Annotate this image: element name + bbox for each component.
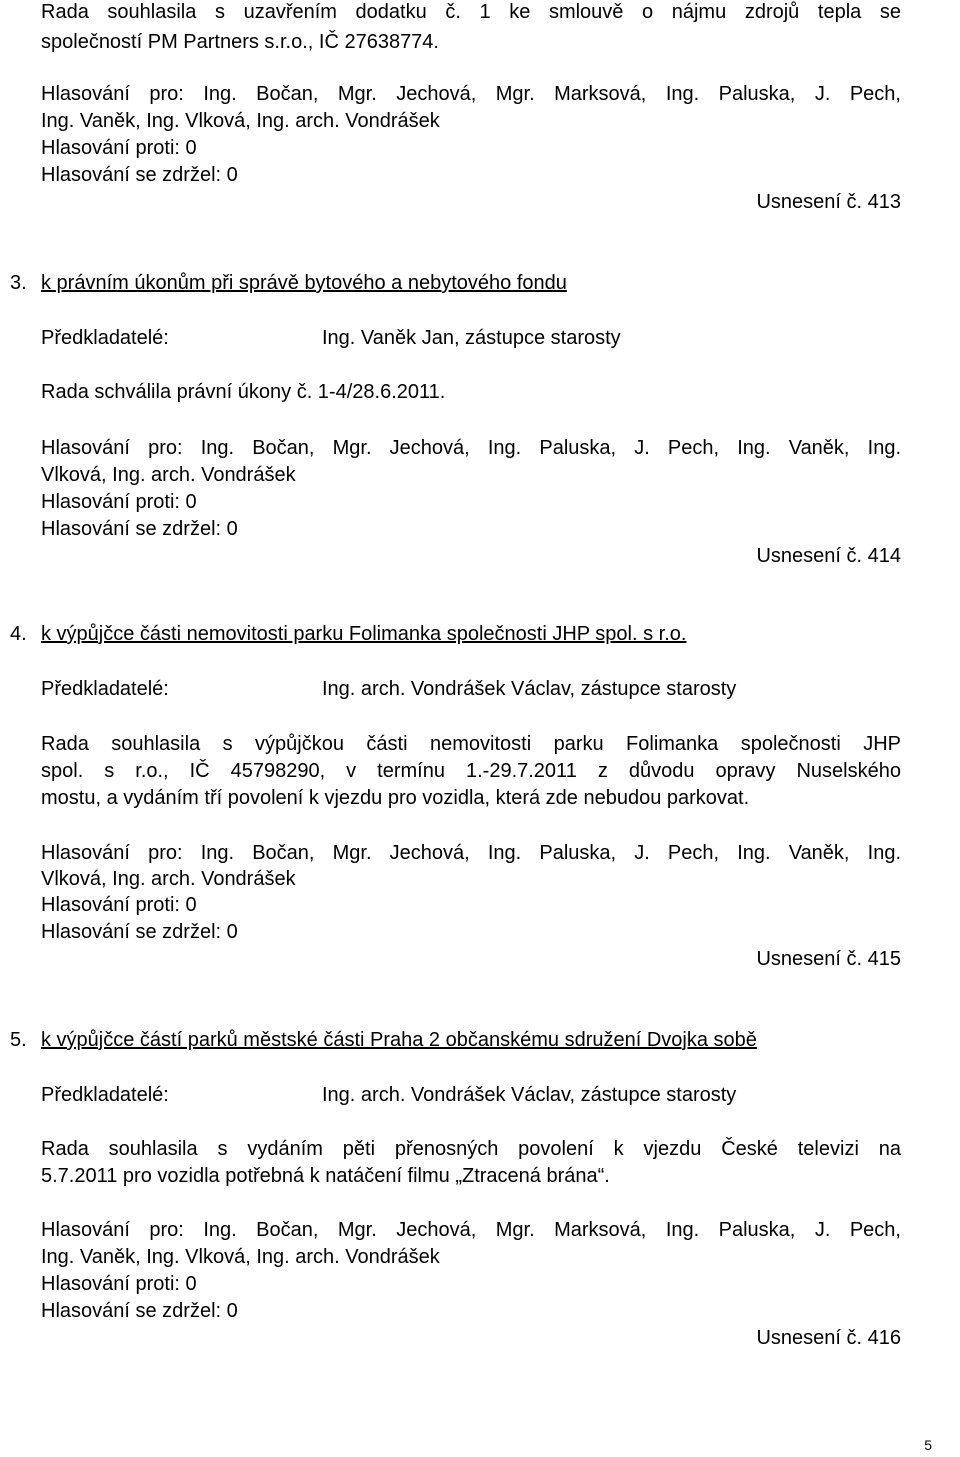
votes-for-line: Ing. Vaněk, Ing. Vlková, Ing. arch. Vondrášek bbox=[41, 110, 440, 132]
paragraph-line: Rada souhlasila s výpůjčkou části nemovitosti parku Folimanka společnosti JHP bbox=[41, 733, 901, 755]
section-number: 4. bbox=[10, 623, 27, 645]
page-number: 5 bbox=[924, 1437, 932, 1453]
resolution-number: Usnesení č. 416 bbox=[756, 1327, 901, 1349]
resolution-number: Usnesení č. 413 bbox=[756, 191, 901, 213]
paragraph-line: spol. s r.o., IČ 45798290, v termínu 1.-29.7.2011 z důvodu opravy Nuselského bbox=[41, 760, 901, 782]
paragraph-line: 5.7.2011 pro vozidla potřebná k natáčení filmu „Ztracená brána“. bbox=[41, 1165, 610, 1187]
votes-against: Hlasování proti: 0 bbox=[41, 1273, 197, 1295]
votes-abstain: Hlasování se zdržel: 0 bbox=[41, 1300, 238, 1322]
section-number: 3. bbox=[10, 272, 27, 294]
votes-abstain: Hlasování se zdržel: 0 bbox=[41, 518, 238, 540]
votes-for-line: Hlasování pro: Ing. Bočan, Mgr. Jechová, Mgr. Marksová, Ing. Paluska, J. Pech, bbox=[41, 1219, 901, 1241]
votes-for-line: Vlková, Ing. arch. Vondrášek bbox=[41, 464, 296, 486]
paragraph-line: Rada souhlasila s uzavřením dodatku č. 1 ke smlouvě o nájmu zdrojů tepla se bbox=[41, 1, 901, 23]
proposer-name: Ing. arch. Vondrášek Václav, zástupce starosty bbox=[322, 678, 737, 700]
votes-for-line: Hlasování pro: Ing. Bočan, Mgr. Jechová, Ing. Paluska, J. Pech, Ing. Vaněk, Ing. bbox=[41, 437, 901, 459]
votes-for-line: Vlková, Ing. arch. Vondrášek bbox=[41, 868, 296, 890]
paragraph-line: mostu, a vydáním tří povolení k vjezdu pro vozidla, která zde nebudou parkovat. bbox=[41, 787, 750, 809]
paragraph-line: společností PM Partners s.r.o., IČ 27638774. bbox=[41, 31, 439, 53]
proposer-label: Předkladatelé: bbox=[41, 678, 169, 700]
section-title: k výpůjčce částí parků městské části Praha 2 občanskému sdružení Dvojka sobě bbox=[41, 1029, 757, 1051]
proposer-name: Ing. Vaněk Jan, zástupce starosty bbox=[322, 327, 621, 349]
votes-against: Hlasování proti: 0 bbox=[41, 894, 197, 916]
votes-against: Hlasování proti: 0 bbox=[41, 491, 197, 513]
section-title: k právním úkonům při správě bytového a nebytového fondu bbox=[41, 272, 567, 294]
votes-abstain: Hlasování se zdržel: 0 bbox=[41, 164, 238, 186]
proposer-label: Předkladatelé: bbox=[41, 327, 169, 349]
paragraph-line: Rada schválila právní úkony č. 1-4/28.6.2011. bbox=[41, 381, 446, 403]
votes-against: Hlasování proti: 0 bbox=[41, 137, 197, 159]
section-number: 5. bbox=[10, 1029, 27, 1051]
section-title: k výpůjčce části nemovitosti parku Folimanka společnosti JHP spol. s r.o. bbox=[41, 623, 687, 645]
proposer-label: Předkladatelé: bbox=[41, 1084, 169, 1106]
votes-abstain: Hlasování se zdržel: 0 bbox=[41, 921, 238, 943]
paragraph-line: Rada souhlasila s vydáním pěti přenosných povolení k vjezdu České televizi na bbox=[41, 1138, 901, 1160]
votes-for-line: Hlasování pro: Ing. Bočan, Mgr. Jechová, Ing. Paluska, J. Pech, Ing. Vaněk, Ing. bbox=[41, 842, 901, 864]
proposer-name: Ing. arch. Vondrášek Václav, zástupce starosty bbox=[322, 1084, 737, 1106]
resolution-number: Usnesení č. 415 bbox=[756, 948, 901, 970]
resolution-number: Usnesení č. 414 bbox=[756, 545, 901, 567]
votes-for-line: Hlasování pro: Ing. Bočan, Mgr. Jechová, Mgr. Marksová, Ing. Paluska, J. Pech, bbox=[41, 83, 901, 105]
votes-for-line: Ing. Vaněk, Ing. Vlková, Ing. arch. Vondrášek bbox=[41, 1246, 440, 1268]
